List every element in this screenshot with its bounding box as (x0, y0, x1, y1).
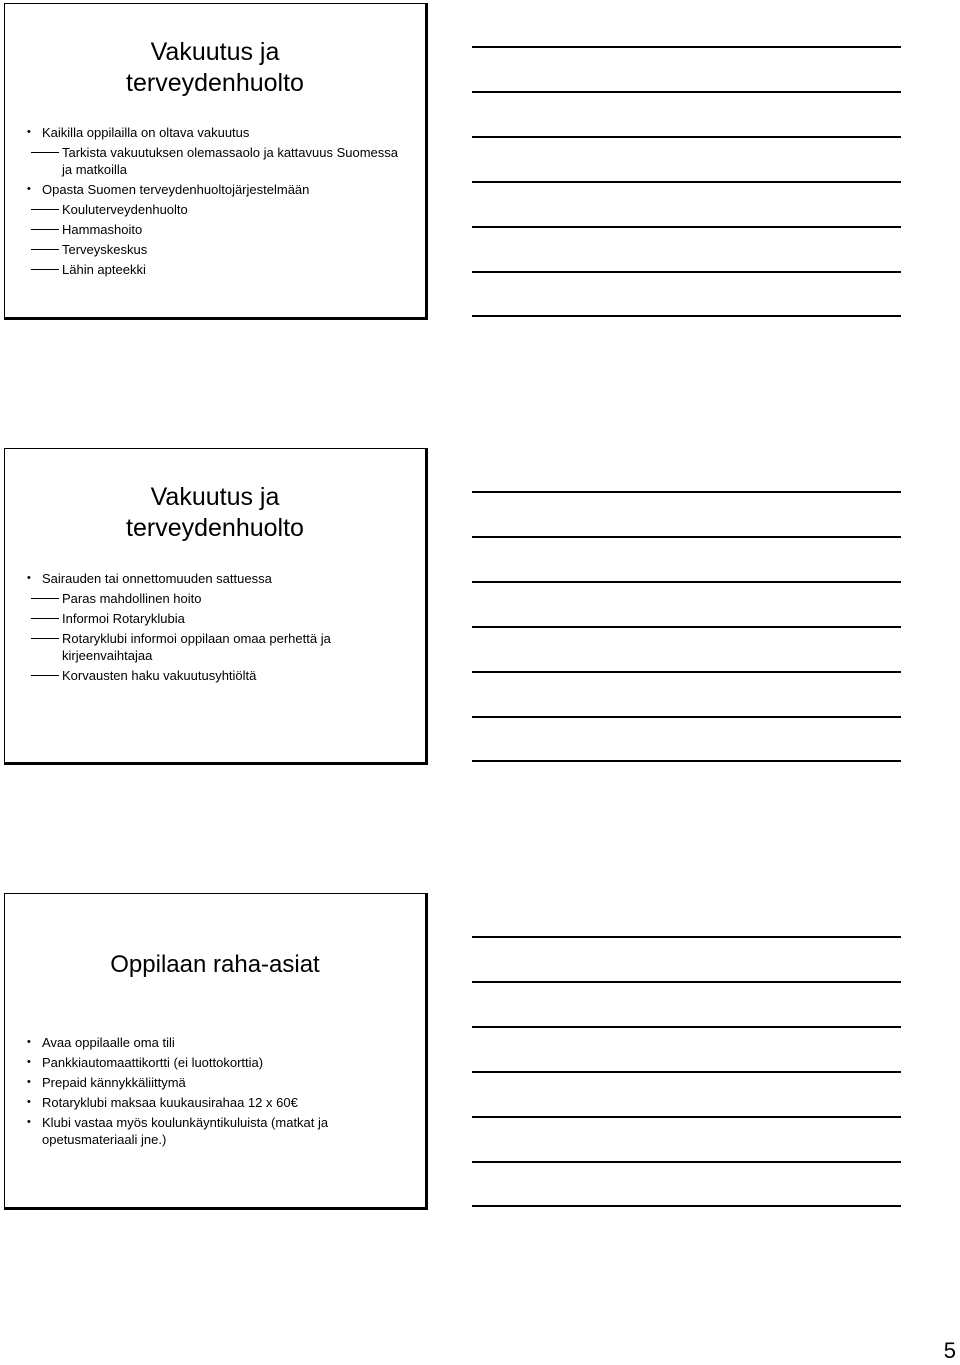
bullet-marker: • (27, 1036, 31, 1048)
bullet-item (25, 124, 405, 141)
sub-bullet-item (25, 144, 405, 178)
sub-bullet-text: Rotaryklubi informoi oppilaan omaa perhettä ja kirjeenvaihtajaa (62, 631, 331, 663)
sub-bullet-item (25, 201, 405, 218)
bullet-marker: • (27, 1076, 31, 1088)
sub-bullet-item (25, 590, 405, 607)
note-line (472, 271, 901, 273)
page-number: 5 (943, 1338, 956, 1363)
dash-marker (31, 249, 59, 250)
sub-bullet-item (25, 610, 405, 627)
bullet-item (25, 570, 405, 587)
note-line (472, 226, 901, 228)
dash-marker (31, 152, 59, 153)
sub-bullet-item (25, 667, 405, 684)
bullet-item (25, 1054, 405, 1071)
slide-3 (4, 893, 428, 1210)
sub-bullet-text: Terveyskeskus (62, 242, 148, 257)
dash-marker (31, 675, 59, 676)
dash-marker (31, 229, 59, 230)
slide-title-line-1: Vakuutus ja (150, 483, 280, 511)
sub-bullet-item (25, 241, 405, 258)
slide-bullet-list (25, 570, 405, 687)
note-line (472, 315, 901, 317)
bullet-text: Avaa oppilaalle oma tili (42, 1035, 175, 1050)
bullet-item (25, 1114, 405, 1148)
slide-title (5, 37, 425, 99)
sub-bullet-item (25, 221, 405, 238)
bullet-text: Opasta Suomen terveydenhuoltojärjestelmään (42, 182, 310, 197)
bullet-item (25, 1034, 405, 1051)
sub-bullet-text: Informoi Rotaryklubia (62, 611, 185, 626)
slide-title (5, 949, 425, 980)
dash-marker (31, 209, 59, 210)
note-line (472, 136, 901, 138)
slide-bullet-list (25, 124, 405, 281)
bullet-marker: • (27, 572, 31, 584)
bullet-text: Klubi vastaa myös koulunkäyntikuluista (matkat ja opetusmateriaali jne.) (42, 1115, 329, 1147)
bullet-text: Rotaryklubi maksaa kuukausirahaa 12 x 60€ (42, 1095, 298, 1110)
note-line (472, 1071, 901, 1073)
bullet-marker: • (27, 183, 31, 195)
note-line (472, 1205, 901, 1207)
note-line (472, 581, 901, 583)
note-line (472, 936, 901, 938)
sub-bullet-text: Paras mahdollinen hoito (62, 591, 202, 606)
slide-title-line-2: terveydenhuolto (126, 514, 304, 542)
note-line (472, 716, 901, 718)
sub-bullet-text: Lähin apteekki (62, 262, 146, 277)
note-line (472, 181, 901, 183)
note-line (472, 46, 901, 48)
note-line (472, 671, 901, 673)
note-line (472, 1026, 901, 1028)
sub-bullet-text: Korvausten haku vakuutusyhtiöltä (62, 668, 257, 683)
note-line (472, 760, 901, 762)
sub-bullet-text: Tarkista vakuutuksen olemassaolo ja kattavuus Suomessa ja matkoilla (62, 145, 399, 177)
slide-2 (4, 448, 428, 765)
bullet-marker: • (27, 126, 31, 138)
dash-marker (31, 638, 59, 639)
slide-title-line-2: terveydenhuolto (126, 69, 304, 97)
dash-marker (31, 598, 59, 599)
dash-marker (31, 269, 59, 270)
note-line (472, 1116, 901, 1118)
slide-1 (4, 3, 428, 320)
bullet-item (25, 1094, 405, 1111)
note-line (472, 536, 901, 538)
bullet-item (25, 1074, 405, 1091)
bullet-text: Sairauden tai onnettomuuden sattuessa (42, 571, 272, 586)
note-line (472, 491, 901, 493)
bullet-text: Kaikilla oppilailla on oltava vakuutus (42, 125, 250, 140)
sub-bullet-item (25, 261, 405, 278)
note-line (472, 91, 901, 93)
note-line (472, 1161, 901, 1163)
bullet-marker: • (27, 1116, 31, 1128)
bullet-item (25, 181, 405, 198)
dash-marker (31, 618, 59, 619)
sub-bullet-item (25, 630, 405, 664)
slide-title (5, 482, 425, 544)
slide-bullet-list (25, 1034, 405, 1151)
note-line (472, 626, 901, 628)
bullet-text: Prepaid kännykkäliittymä (42, 1075, 186, 1090)
slide-title-line-1: Oppilaan raha-asiat (110, 951, 320, 978)
note-line (472, 981, 901, 983)
bullet-marker: • (27, 1056, 31, 1068)
bullet-text: Pankkiautomaattikortti (ei luottokorttia) (42, 1055, 264, 1070)
sub-bullet-text: Kouluterveydenhuolto (62, 202, 188, 217)
bullet-marker: • (27, 1096, 31, 1108)
sub-bullet-text: Hammashoito (62, 222, 143, 237)
slide-title-line-1: Vakuutus ja (150, 38, 280, 66)
